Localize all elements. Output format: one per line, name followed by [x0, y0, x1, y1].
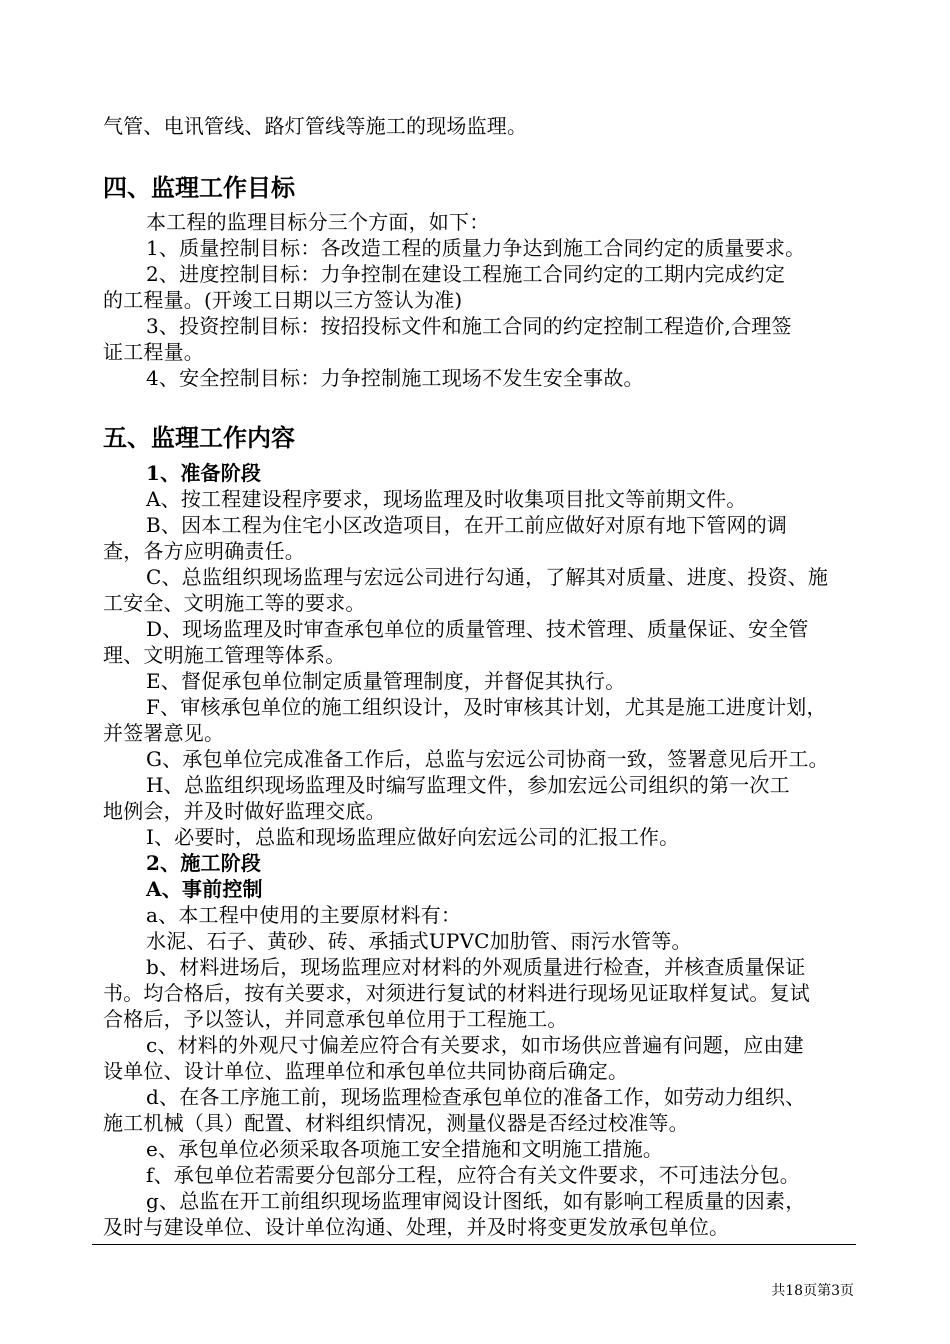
body-text-line: I、必要时，总监和现场监理应做好向宏远公司的汇报工作。 [146, 825, 680, 849]
body-text-line: D、现场监理及时审查承包单位的质量管理、技术管理、质量保证、安全管 [146, 617, 809, 641]
body-text-line: E、督促承包单位制定质量管理制度，并督促其执行。 [146, 669, 626, 693]
subsection-heading: A、事前控制 [146, 877, 263, 901]
footer-divider [92, 1244, 856, 1245]
body-text-line: 理、文明施工管理等体系。 [103, 643, 346, 667]
body-text-line: G、承包单位完成准备工作后，总监与宏远公司协商一致，签署意见后开工。 [146, 747, 829, 771]
body-text-line: f、承包单位若需要分包部分工程，应符合有关文件要求，不可违法分包。 [146, 1163, 801, 1187]
subsection-heading: 2、施工阶段 [146, 851, 262, 875]
body-text-line: A、按工程建设程序要求，现场监理及时收集项目批文等前期文件。 [146, 487, 747, 511]
body-text-line: B、因本工程为住宅小区改造项目，在开工前应做好对原有地下管网的调 [146, 513, 788, 537]
body-text-line: a、本工程中使用的主要原材料有： [146, 903, 462, 927]
body-text-line: 查，各方应明确责任。 [103, 539, 305, 563]
body-text-line: 施工机械（具）配置、材料组织情况，测量仪器是否经过校准等。 [103, 1111, 689, 1135]
body-text-line: 设单位、设计单位、监理单位和承包单位共同协商后确定。 [103, 1059, 629, 1083]
body-text-line: 及时与建设单位、设计单位沟通、处理，并及时将变更发放承包单位。 [103, 1215, 730, 1239]
section-heading-4: 四、监理工作目标 [103, 174, 295, 202]
subsection-heading: 1、准备阶段 [146, 461, 262, 485]
body-text-line: 气管、电讯管线、路灯管线等施工的现场监理。 [103, 114, 528, 138]
body-text-line: c、材料的外观尺寸偏差应符合有关要求，如市场供应普遍有问题，应由建 [146, 1033, 804, 1057]
body-text-line: 水泥、石子、黄砂、砖、承插式UPVC加肋管、雨污水管等。 [146, 929, 692, 953]
body-text-line: 的工程量。(开竣工日期以三方签认为准) [103, 288, 463, 312]
body-text-line: 1、质量控制目标：各改造工程的质量力争达到施工合同约定的质量要求。 [146, 236, 806, 260]
body-text-line: 合格后，予以签认，并同意承包单位用于工程施工。 [103, 1007, 568, 1031]
body-text-line: 地例会，并及时做好监理交底。 [103, 799, 386, 823]
body-text-line: 3、投资控制目标：按招投标文件和施工合同的约定控制工程造价,合理签 [146, 314, 792, 338]
body-text-line: d、在各工序施工前，现场监理检查承包单位的准备工作，如劳动力组织、 [146, 1085, 806, 1109]
body-text-line: 证工程量。 [103, 340, 204, 364]
body-text-line: g、总监在开工前组织现场监理审阅设计图纸，如有影响工程质量的因素， [146, 1189, 806, 1213]
body-text-line: 工安全、文明施工等的要求。 [103, 591, 366, 615]
section-heading-5: 五、监理工作内容 [103, 424, 295, 452]
body-text-line: 并签署意见。 [103, 721, 225, 745]
body-text-line: 4、安全控制目标：力争控制施工现场不发生安全事故。 [146, 366, 644, 390]
body-text-line: e、承包单位必须采取各项施工安全措施和文明施工措施。 [146, 1137, 664, 1161]
page-number: 共18页第3页 [771, 1283, 854, 1299]
body-text-line: 2、进度控制目标：力争控制在建设工程施工合同约定的工期内完成约定 [146, 262, 786, 286]
body-text-line: b、材料进场后，现场监理应对材料的外观质量进行检查，并核查质量保证 [146, 955, 806, 979]
body-text-line: 本工程的监理目标分三个方面，如下： [146, 210, 490, 234]
body-text-line: 书。均合格后，按有关要求，对须进行复试的材料进行现场见证取样复试。复试 [103, 981, 810, 1005]
body-text-line: H、总监组织现场监理及时编写监理文件，参加宏远公司组织的第一次工 [146, 773, 790, 797]
body-text-line: C、总监组织现场监理与宏远公司进行勾通，了解其对质量、进度、投资、施 [146, 565, 829, 589]
body-text-line: F、审核承包单位的施工组织设计，及时审核其计划，尤其是施工进度计划， [146, 695, 827, 719]
